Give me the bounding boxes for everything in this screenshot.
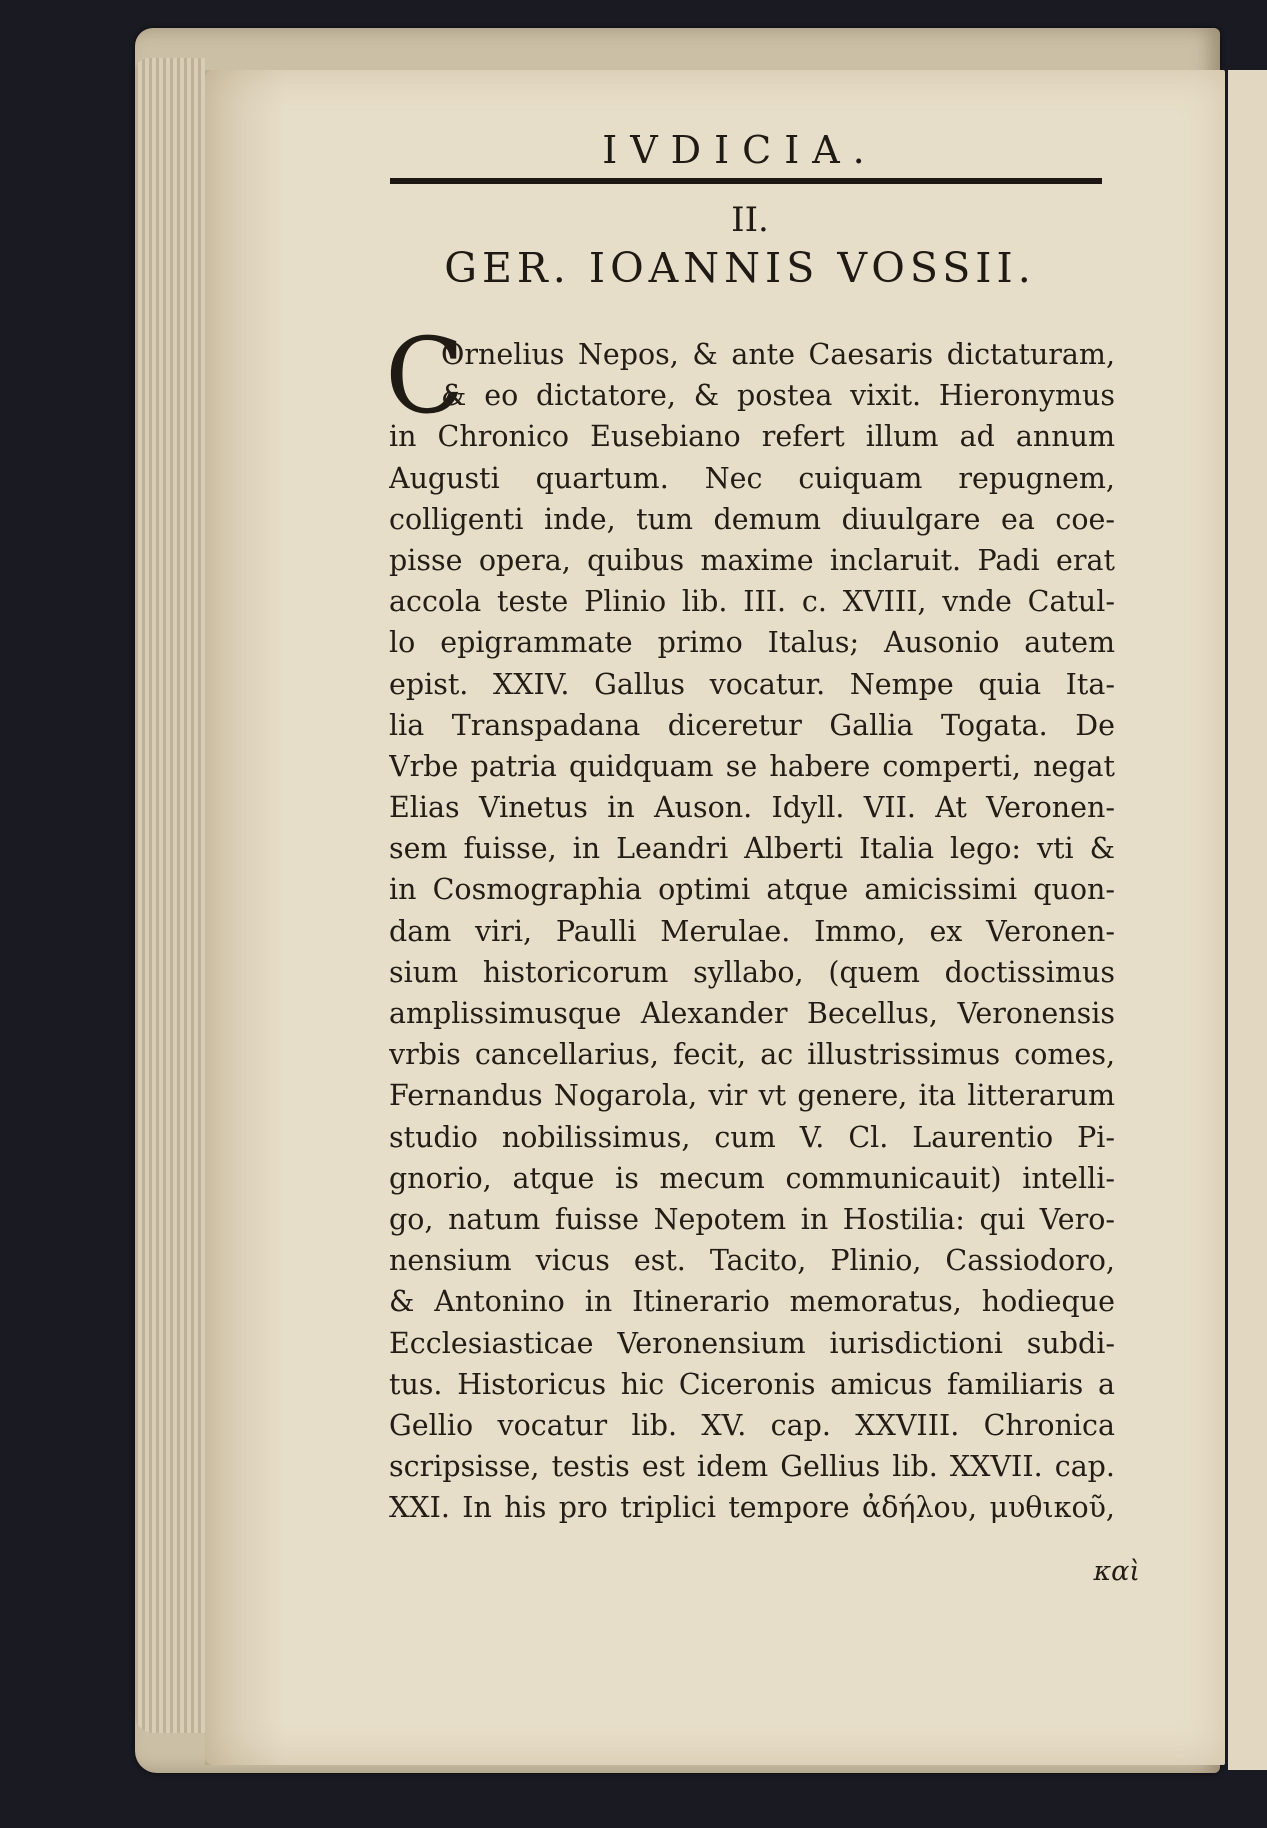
text-line: lia Transpadana diceretur Gallia Togata. De [389,708,1115,742]
catchword: καὶ [1093,1556,1140,1587]
text-line: in Cosmographia optimi atque amicissimi quon- [389,873,1115,907]
facing-page-edge [1228,70,1267,1770]
text-line: dam viri, Paulli Merulae. Immo, ex Veronen- [389,914,1115,948]
text-line: pisse opera, quibus maxime inclaruit. Padi erat [389,543,1115,577]
text-line: Ornelius Nepos, & ante Caesaris dictaturam, [441,338,1115,371]
text-line: go, natum fuisse Nepotem in Hostilia: qui Vero- [389,1202,1115,1236]
text-line: & eo dictatore, & postea vixit. Hieronymus [441,379,1115,413]
text-line: scripsisse, testis est idem Gellius lib. XXVII. cap. [389,1450,1115,1484]
text-line: sem fuisse, in Leandri Alberti Italia lego: vti & [389,832,1115,866]
text-line: Elias Vinetus in Auson. Idyll. VII. At Veronen- [389,791,1115,825]
text-line: sium historicorum syllabo, (quem doctissimus [389,955,1115,989]
section-heading: GER. IOANNIS VOSSII. [444,244,1036,292]
running-head: IVDICIA. [602,128,878,172]
text-line: amplissimusque Alexander Becellus, Veronensis [389,997,1115,1030]
text-line: epist. XXIV. Gallus vocatur. Nempe quia Ita- [389,667,1115,701]
text-line: Ecclesiasticae Veronensium iurisdictioni subdi- [389,1326,1115,1360]
text-line: Fernandus Nogarola, vir vt genere, ita litterarum [389,1079,1115,1113]
text-line: nensium vicus est. Tacito, Plinio, Cassiodoro, [389,1244,1115,1278]
text-line: tus. Historicus hic Ciceronis amicus familiaris a [389,1367,1115,1401]
text-line: Augusti quartum. Nec cuiquam repugnem, [389,461,1115,495]
text-line: studio nobilissimus, cum V. Cl. Laurentio Pi- [389,1120,1115,1154]
text-line: in Chronico Eusebiano refert illum ad annum [389,420,1115,454]
text-line: Gellio vocatur lib. XV. cap. XXVIII. Chronica [389,1408,1115,1442]
body-text [389,334,1115,1528]
text-line: gnorio, atque is mecum communicauit) intelli- [389,1161,1115,1195]
text-line: lo epigrammate primo Italus; Ausonio autem [389,626,1115,660]
text-line: accola teste Plinio lib. III. c. XVIII, vnde Catul- [389,585,1115,619]
text-line: Vrbe patria quidquam se habere comperti, negat [389,749,1115,783]
section-number: II. [731,200,769,240]
text-line: vrbis cancellarius, fecit, ac illustrissimus comes, [389,1038,1115,1072]
text-line: & Antonino in Itinerario memoratus, hodieque [389,1285,1115,1319]
drop-cap: C [385,315,465,437]
text-line: XXI. In his pro triplici tempore ἀδήλου, μυθικοῦ, [389,1491,1115,1525]
text-line: colligenti inde, tum demum diuulgare ea coe- [389,502,1115,536]
head-rule [390,178,1102,184]
